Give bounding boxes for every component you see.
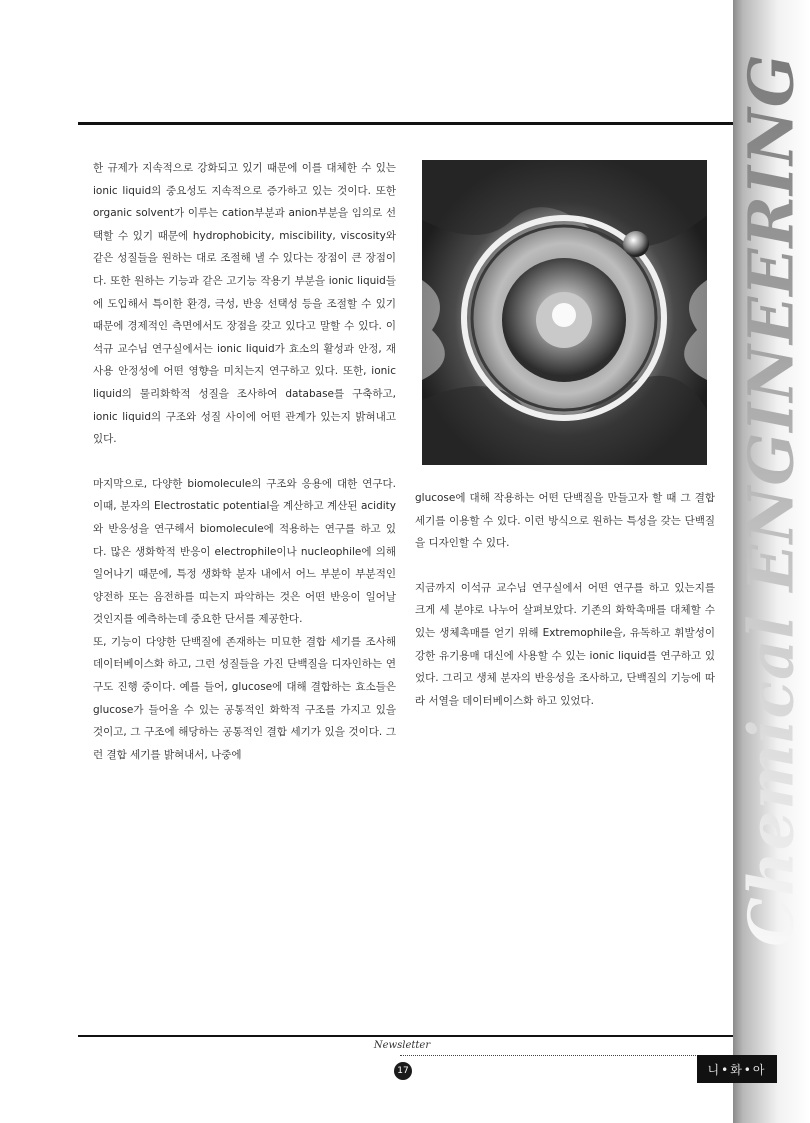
- sidebar-title: [733, 0, 810, 1000]
- abstract-ring-image: [422, 160, 707, 465]
- section-tab: 니•화•아: [697, 1055, 777, 1083]
- right-paragraph-1: glucose에 대해 작용하는 어떤 단백질을 만들고자 할 때 그 결합세기를 이용할 수 있다. 이런 방식으로 원하는 특성을 갖는 단백질을 디자인할 수 있다.: [415, 492, 715, 550]
- bottom-rule: [78, 1035, 733, 1037]
- left-paragraph-3: 또, 기능이 다양한 단백질에 존재하는 미묘한 결합 세기를 조사해 데이터베이스화 하고, 그런 성질들을 가진 단백질을 디자인하는 연구도 진행 중이다. 예를 들어, glucose에 대해 결합하는 효소들은 glucose가 들어올 수 있는 공통적인 화학적 구조를 가지고 있을 것이고, 그 구조에 해당하는 공통적인 결합 세기가 있을 것이다. 그런 결합 세기를 밝혀내서, 나중에: [93, 635, 396, 761]
- article-figure: [422, 160, 707, 465]
- left-paragraph-1: 한 규제가 지속적으로 강화되고 있기 때문에 이를 대체한 수 있는 ionic liquid의 중요성도 지속적으로 증가하고 있는 것이다. 또한 organic solvent가 이루는 cation부분과 anion부분을 임의로 선택할 수 있기 때문에 hydrophobicity, miscibility, viscosity와 같은 성질들을 원하는 대로 조절해 낼 수 있다는 장점이 큰 장점이다. 또한 원하는 기능과 같은 고기능 작용기 부분을 ionic liquid들에 도입해서 특이한 환경, 극성, 반응 선택성 등을 조절할 수 있기 때문에 경제적인 측면에서도 장점을 갖고 있다고 말할 수 있다. 이석규 교수님 연구실에서는 ionic liquid가 효소의 활성과 안정, 재사용 안정성에 어떤 영향을 미치는지 연구하고 있다. 또한, ionic liquid의 물리화학적 성질을 조사하여 database를 구축하고, ionic liquid의 구조와 성질 사이에 어떤 관계가 있는지 밝혀내고 있다.: [93, 162, 396, 446]
- footer-dotted-line: [400, 1055, 730, 1056]
- left-paragraph-2: 마지막으로, 다양한 biomolecule의 구조와 응용에 대한 연구다. 이때, 분자의 Electrostatic potential을 계산하고 계산된 acidity와 반응성을 연구해서 biomolecule에 적용하는 연구를 하고 있다. 많은 생화학적 반응이 electrophile이나 nucleophile에 의해 일어나기 때문에, 특정 생화학 분자 내에서 어느 부분이 부분적인 양전하 또는 음전하를 띠는지 파악하는 것은 어떤 반응이 일어날 것인지를 예측하는데 중요한 단서를 제공한다.: [93, 477, 396, 626]
- top-rule: [78, 122, 733, 125]
- left-column: [93, 157, 396, 766]
- right-paragraph-2: 지금까지 이석규 교수님 연구실에서 어떤 연구를 하고 있는지를 크게 세 분야로 나누어 살펴보았다. 기존의 화학촉매를 대체할 수 있는 생체촉매를 얻기 위해 Extremophile을, 유독하고 휘발성이 강한 유기용매 대신에 사용할 수 있는 ionic liquid를 연구하고 있었다. 그리고 생체 분자의 반응성을 조사하고, 단백질의 기능에 따라 서열을 데이터베이스화 하고 있었다.: [415, 581, 715, 707]
- right-column: [415, 487, 715, 712]
- sidebar-title-text: Chemical ENGINEERING: [734, 53, 808, 947]
- newsletter-label: Newsletter: [373, 1040, 431, 1051]
- page-number: 17: [394, 1062, 412, 1080]
